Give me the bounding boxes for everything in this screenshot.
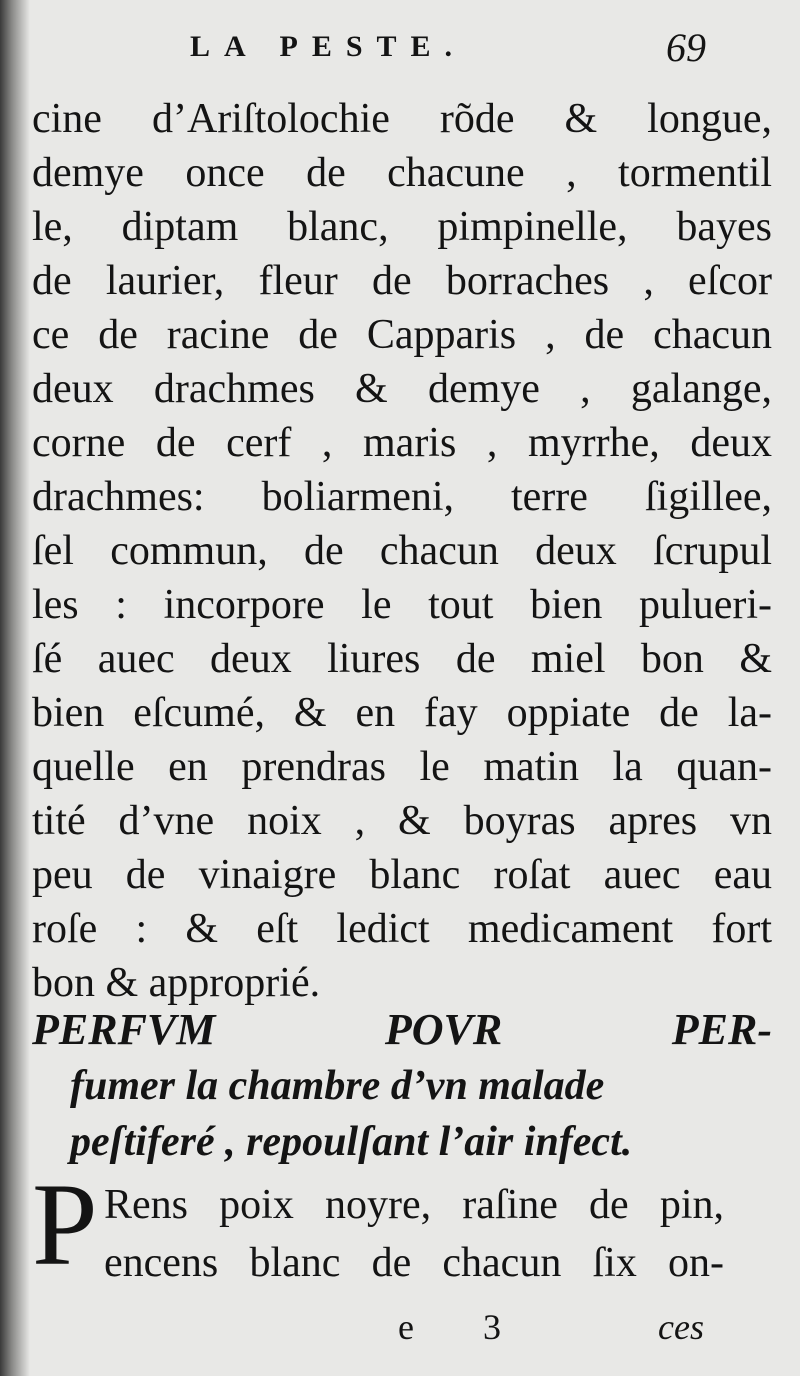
heading-line: PERFVM POVR PER- <box>32 1005 772 1054</box>
heading-line: peſtiferé , repoulſant l’air infect. <box>70 1119 633 1165</box>
text-line: cine d’Ariſtolochie rõde & longue, <box>32 96 772 142</box>
text-line: demye once de chacune , tormentil <box>32 150 772 196</box>
page-number: 69 <box>666 25 706 70</box>
text-line: roſe : & eſt ledict medicament fort <box>32 906 772 952</box>
text-line: encens blanc de chacun ſix on- <box>104 1240 724 1286</box>
text-line: quelle en prendras le matin la quan- <box>32 744 772 790</box>
catchword: ces <box>658 1307 704 1347</box>
text-line: drachmes: boliarmeni, terre ſigillee, <box>32 474 772 520</box>
text-line: les : incorpore le tout bien pulueri- <box>32 582 772 628</box>
text-line: ſel commun, de chacun deux ſcrupul <box>32 528 772 574</box>
section-heading <box>32 1002 772 1170</box>
page-gutter-shadow <box>0 0 30 1376</box>
text-line: ce de racine de Capparis , de chacun <box>32 312 772 358</box>
text-line: Rens poix noyre, raſine de pin, <box>104 1182 724 1228</box>
text-line: tité d’vne noix , & boyras apres vn <box>32 798 772 844</box>
text-line: bien eſcumé, & en fay oppiate de la- <box>32 690 772 736</box>
signature-mark: e 3 <box>398 1307 531 1347</box>
text-line: le, diptam blanc, pimpinelle, bayes <box>32 204 772 250</box>
text-line: bon & approprié. <box>32 960 321 1006</box>
text-line: peu de vinaigre blanc roſat auec eau <box>32 852 772 898</box>
paragraph-1 <box>32 92 772 1010</box>
text-line: corne de cerf , maris , myrrhe, deux <box>32 420 772 466</box>
paragraph-2 <box>104 1176 724 1292</box>
text-line: de laurier, fleur de borraches , eſcor <box>32 258 772 304</box>
page-header <box>0 22 800 72</box>
text-line: ſé auec deux liures de miel bon & <box>32 636 772 682</box>
drop-cap-initial: P <box>32 1159 98 1290</box>
running-title: LA PESTE. <box>190 30 467 63</box>
text-line: deux drachmes & demye , galange, <box>32 366 772 412</box>
heading-line: fumer la chambre d’vn malade <box>70 1063 605 1109</box>
